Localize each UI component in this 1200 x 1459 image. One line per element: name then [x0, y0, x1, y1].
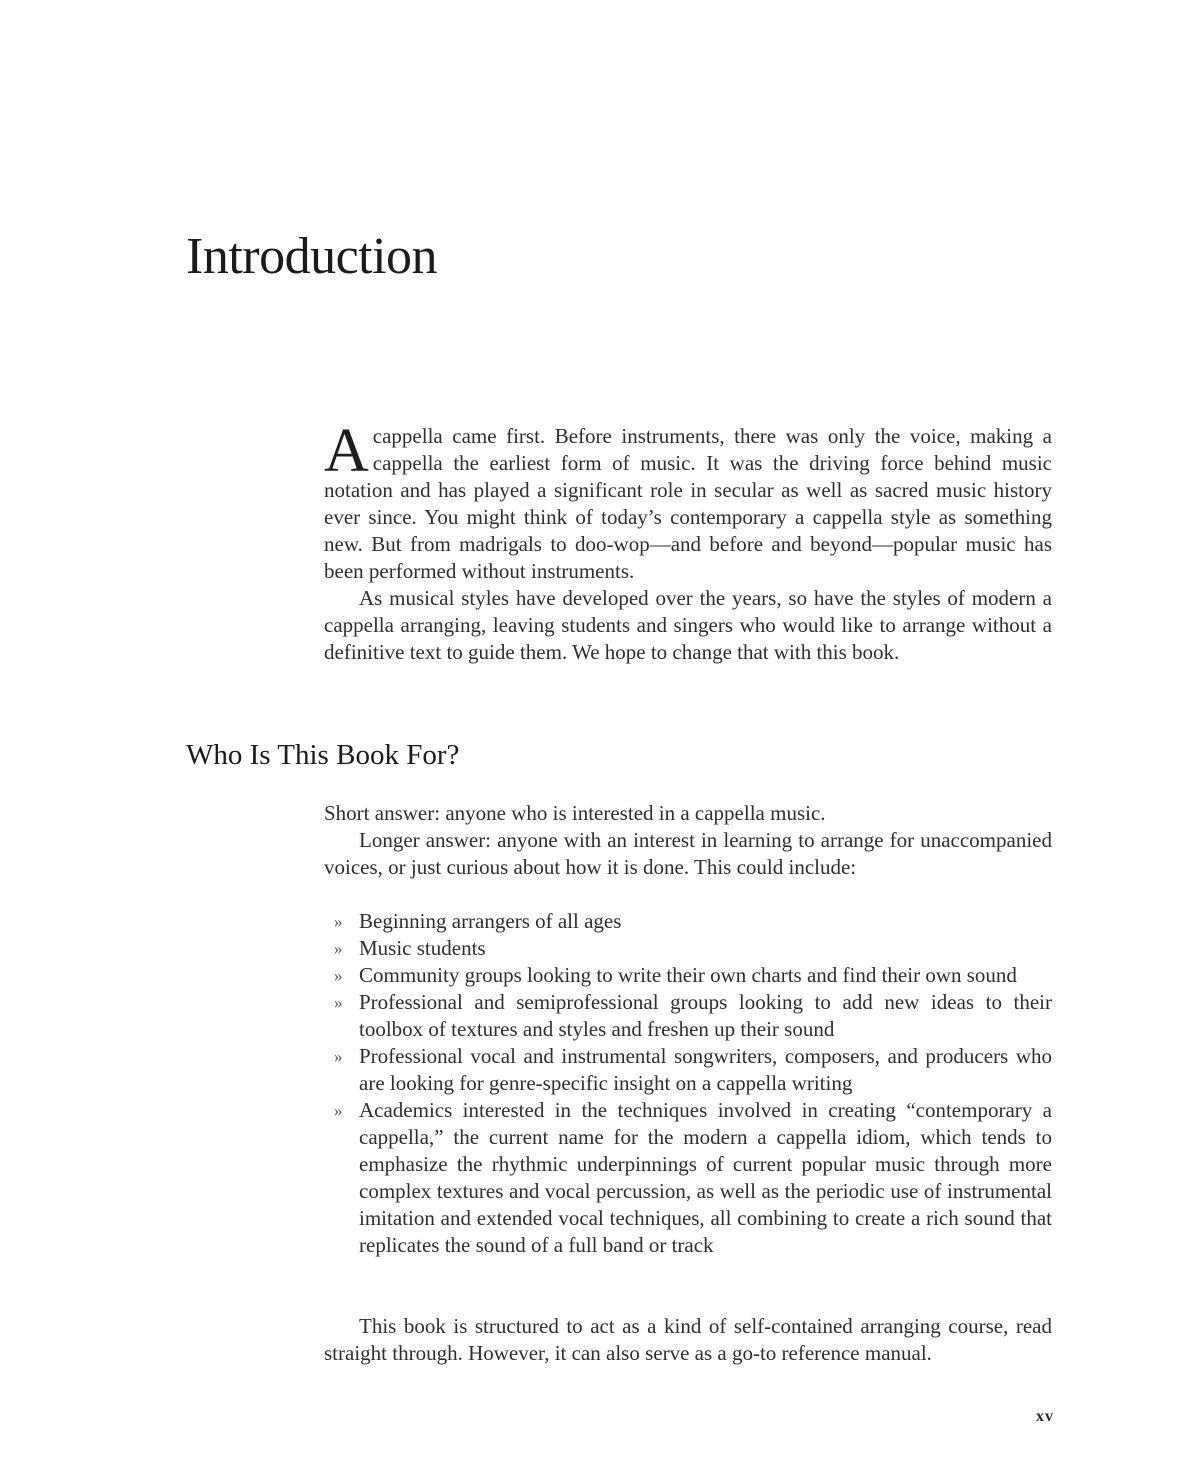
bullet-marker: »: [334, 1101, 343, 1120]
section-heading-who: Who Is This Book For?: [186, 739, 460, 771]
list-item-text: Beginning arrangers of all ages: [359, 909, 622, 933]
list-item: [324, 1097, 1052, 1259]
list-item-text: Professional vocal and instrumental songwriters, composers, and producers who are looking for genre-specific insight on a cappella writing: [359, 1044, 1052, 1095]
list-item: [324, 935, 1052, 962]
short-answer-paragraph: Short answer: anyone who is interested in a cappella music.: [324, 801, 826, 825]
list-item: [324, 1043, 1052, 1097]
page-title: Introduction: [186, 228, 438, 285]
bullet-marker: »: [334, 939, 343, 958]
intro-paragraph-2: As musical styles have developed over the years, so have the styles of modern a cappella arranging, leaving students and singers who would like to arrange without a definitive text to guide them. We hope to change that with this book.: [324, 586, 1052, 664]
intro-text: [324, 417, 1052, 666]
page-number: xv: [1036, 1408, 1054, 1425]
longer-answer-paragraph: Longer answer: anyone with an interest in learning to arrange for unaccompanied voices, or just curious about how it is done. This could include:: [324, 828, 1052, 879]
list-item: [324, 989, 1052, 1043]
intro-paragraph-1: [324, 417, 1052, 585]
intro-paragraph-1-text: cappella came first. Before instruments, there was only the voice, making a cappella the earliest form of music. It was the driving force behind music notation and has played a significant role in secular as well as sacred music history ever since. You might think of today’s contemporary a cappella style as something new. But from madrigals to doo-wop—and before and beyond—popular music has been performed without instruments.: [324, 424, 1052, 583]
list-item-text: Academics interested in the techniques involved in creating “contemporary a cappella,” the current name for the modern a cappella idiom, which tends to emphasize the rhythmic underpinnings of current popular music through more complex textures and vocal percussion, as well as the periodic use of instrumental imitation and extended vocal techniques, all combining to create a rich sound that replicates the sound of a full band or track: [359, 1098, 1052, 1257]
list-item-text: Community groups looking to write their own charts and find their own sound: [359, 963, 1017, 987]
bullet-marker: »: [334, 1047, 343, 1066]
list-item: [324, 908, 1052, 935]
list-item-text: Music students: [359, 936, 486, 960]
list-item-text: Professional and semiprofessional groups looking to add new ideas to their toolbox of textures and styles and freshen up their sound: [359, 990, 1052, 1041]
closing-text: [324, 1313, 1052, 1367]
closing-paragraph: This book is structured to act as a kind of self-contained arranging course, read straight through. However, it can also serve as a go-to reference manual.: [324, 1314, 1052, 1365]
audience-list: [324, 908, 1052, 1259]
bullet-marker: »: [334, 912, 343, 931]
who-text: [324, 800, 1052, 881]
bullet-marker: »: [334, 966, 343, 985]
bullet-marker: »: [334, 993, 343, 1012]
list-item: [324, 962, 1052, 989]
drop-cap: A: [324, 417, 369, 485]
